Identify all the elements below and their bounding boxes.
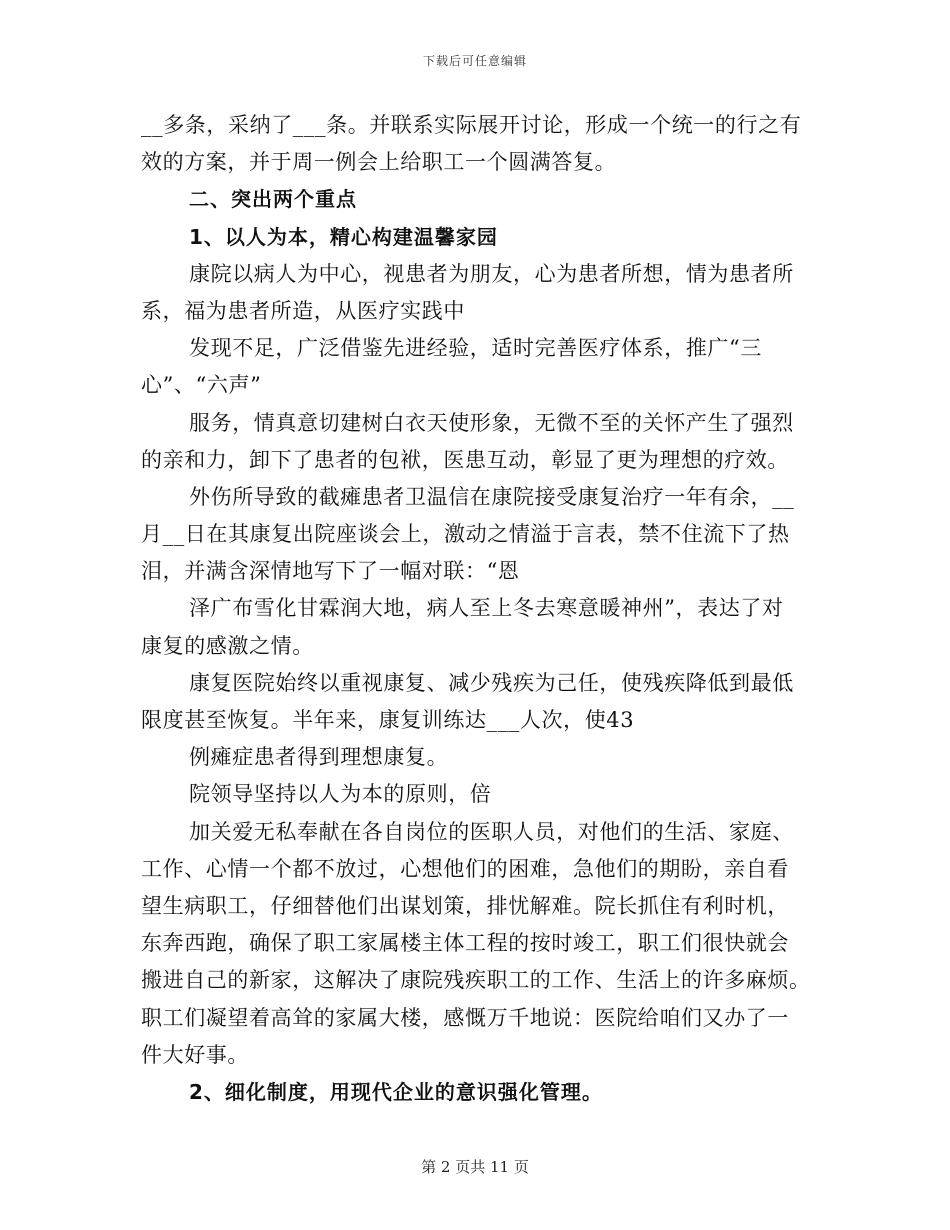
text-line: 外伤所导致的截瘫患者卫温信在康院接受康复治疗一年有余，__ (189, 484, 795, 509)
text-line: 服务，情真意切建树白衣天使形象，无微不至的关怀产生了强烈 (189, 410, 794, 435)
text-line: 东奔西跑，确保了职工家属楼主体工程的按时竣工，职工们很快就会 (141, 931, 789, 956)
text-line: 发现不足，广泛借鉴先进经验，适时完善医疗体系，推广“三 (189, 336, 762, 361)
text-line: 例瘫症患者得到理想康复。 (189, 745, 449, 770)
section-heading: 二、突出两个重点 (189, 187, 357, 212)
text-line: __多条，采纳了___条。并联系实际展开讨论，形成一个统一的行之有 (141, 113, 802, 137)
text-line: 加关爱无私奉献在各自岗位的医职人员，对他们的生活、家庭、 (189, 819, 794, 844)
text-line: 康复医院始终以重视康复、减少残疾为己任，使残疾降低到最低 (189, 670, 794, 695)
text-line: 心”、“六声” (141, 373, 262, 398)
text-line: 康复的感激之情。 (141, 633, 314, 658)
text-line: 限度甚至恢复。半年来，康复训练达___人次，使43 (141, 708, 635, 732)
text-line: 泽广布雪化甘霖润大地，病人至上冬去寒意暖神州”，表达了对 (189, 596, 784, 621)
text-line: 泪，并满含深情地写下了一幅对联：“恩 (141, 559, 520, 584)
body-text (141, 107, 811, 1111)
text-line: 效的方案，并于周一例会上给职工一个圆满答复。 (141, 150, 617, 175)
text-line: 月__日在其康复出院座谈会上，激动之情溢于言表，禁不住流下了热 (141, 522, 790, 547)
text-line: 望生病职工，仔细替他们出谋划策，排忧解难。院长抓住有利时机， (141, 893, 789, 918)
text-line: 康院以病人为中心，视患者为朋友，心为患者所想，情为患者所 (189, 261, 794, 286)
text-line: 职工们凝望着高耸的家属大楼，感慨万千地说：医院给咱们又办了一 (141, 1005, 789, 1030)
page-header: 下载后可任意编辑 (422, 54, 527, 68)
text-line: 工作、心情一个都不放过，心想他们的困难，急他们的期盼，亲自看 (141, 856, 789, 881)
text-line: 搬进自己的新家，这解决了康院残疾职工的工作、生活上的许多麻烦。 (141, 968, 811, 993)
section-heading: 1、以人为本，精心构建温馨家园 (189, 224, 498, 249)
text-line: 院领导坚持以人为本的原则，倍 (189, 782, 492, 807)
text-line: 系，福为患者所造，从医疗实践中 (141, 298, 465, 323)
text-line: 的亲和力，卸下了患者的包袱，医患互动，彰显了更为理想的疗效。 (141, 447, 789, 472)
text-line: 件大好事。 (141, 1042, 249, 1067)
page-footer: 第 2 页共 11 页 (421, 1158, 529, 1176)
section-heading: 2、细化制度，用现代企业的意识强化管理。 (189, 1079, 603, 1104)
